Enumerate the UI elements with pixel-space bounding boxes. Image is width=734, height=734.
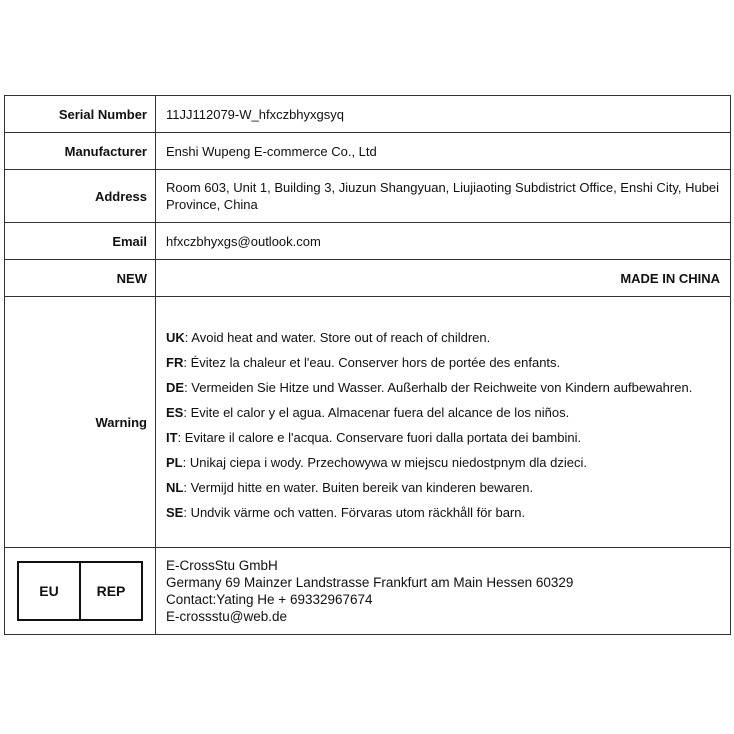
warning-line-pl [166,454,720,471]
warning-code: IT [166,430,178,445]
warning-text: : Avoid heat and water. Store out of reach of children. [184,330,491,345]
email-label: Email [5,223,156,260]
warning-code: FR [166,355,184,370]
warning-list [166,319,720,525]
warning-code: ES [166,405,184,420]
product-label-table [4,95,731,635]
warning-text: : Évitez la chaleur et l'eau. Conserver hors de portée des enfants. [183,355,561,370]
warning-text: : Evite el calor y el agua. Almacenar fuera del alcance de los niños. [183,405,570,420]
warning-line-de [166,379,720,396]
address-value: Room 603, Unit 1, Building 3, Jiuzun Shangyuan, Liujiaoting Subdistrict Office, Enshi City, Hubei Province, China [156,170,731,223]
eu-rep-email: E-crossstu@web.de [166,609,287,624]
serial-number-value: 11JJ112079-W_hfxczbhyxgsyq [156,96,731,133]
warning-line-uk [166,329,720,346]
manufacturer-row [5,133,731,170]
email-value: hfxczbhyxgs@outlook.com [156,223,731,260]
warning-line-fr [166,354,720,371]
address-row [5,170,731,223]
warning-text: : Undvik värme och vatten. Förvaras utom räckhåll för barn. [183,505,526,520]
manufacturer-label: Manufacturer [5,133,156,170]
warning-code: UK [166,330,185,345]
eu-rep-badge-cell [5,548,156,635]
warning-text: : Vermeiden Sie Hitze und Wasser. Außerhalb der Reichweite von Kindern aufbewahren. [184,380,693,395]
address-label: Address [5,170,156,223]
condition-origin-row [5,260,731,297]
warning-code: SE [166,505,184,520]
eu-rep-contact: Contact:Yating He + 69332967674 [166,592,373,607]
warning-text: : Vermijd hitte en water. Buiten bereik van kinderen bewaren. [183,480,534,495]
eu-rep-details [156,548,731,635]
warning-code: NL [166,480,184,495]
warning-label: Warning [5,297,156,548]
eu-badge-text: EU [39,583,59,599]
eu-rep-address: Germany 69 Mainzer Landstrasse Frankfurt am Main Hessen 60329 [166,575,574,590]
warning-text-cell [156,297,731,548]
warning-text: : Unikaj ciepa i wody. Przechowywa w miejscu niedostpnym dla dzieci. [182,455,587,470]
serial-number-row [5,96,731,133]
warning-line-es [166,404,720,421]
serial-number-label: Serial Number [5,96,156,133]
warning-line-it [166,429,720,446]
warning-line-nl [166,479,720,496]
manufacturer-value: Enshi Wupeng E-commerce Co., Ltd [156,133,731,170]
eu-rep-row [5,548,731,635]
warning-code: PL [166,455,183,470]
eu-rep-lines [166,557,720,625]
email-row [5,223,731,260]
warning-line-se [166,504,720,521]
rep-badge-text: REP [79,563,141,619]
warning-text: : Evitare il calore e l'acqua. Conservare fuori dalla portata dei bambini. [177,430,582,445]
eu-rep-company: E-CrossStu GmbH [166,558,278,573]
warning-row [5,297,731,548]
eu-rep-badge [17,561,143,621]
made-in-china-text: MADE IN CHINA [156,260,731,297]
warning-code: DE [166,380,185,395]
condition-label: NEW [5,260,156,297]
